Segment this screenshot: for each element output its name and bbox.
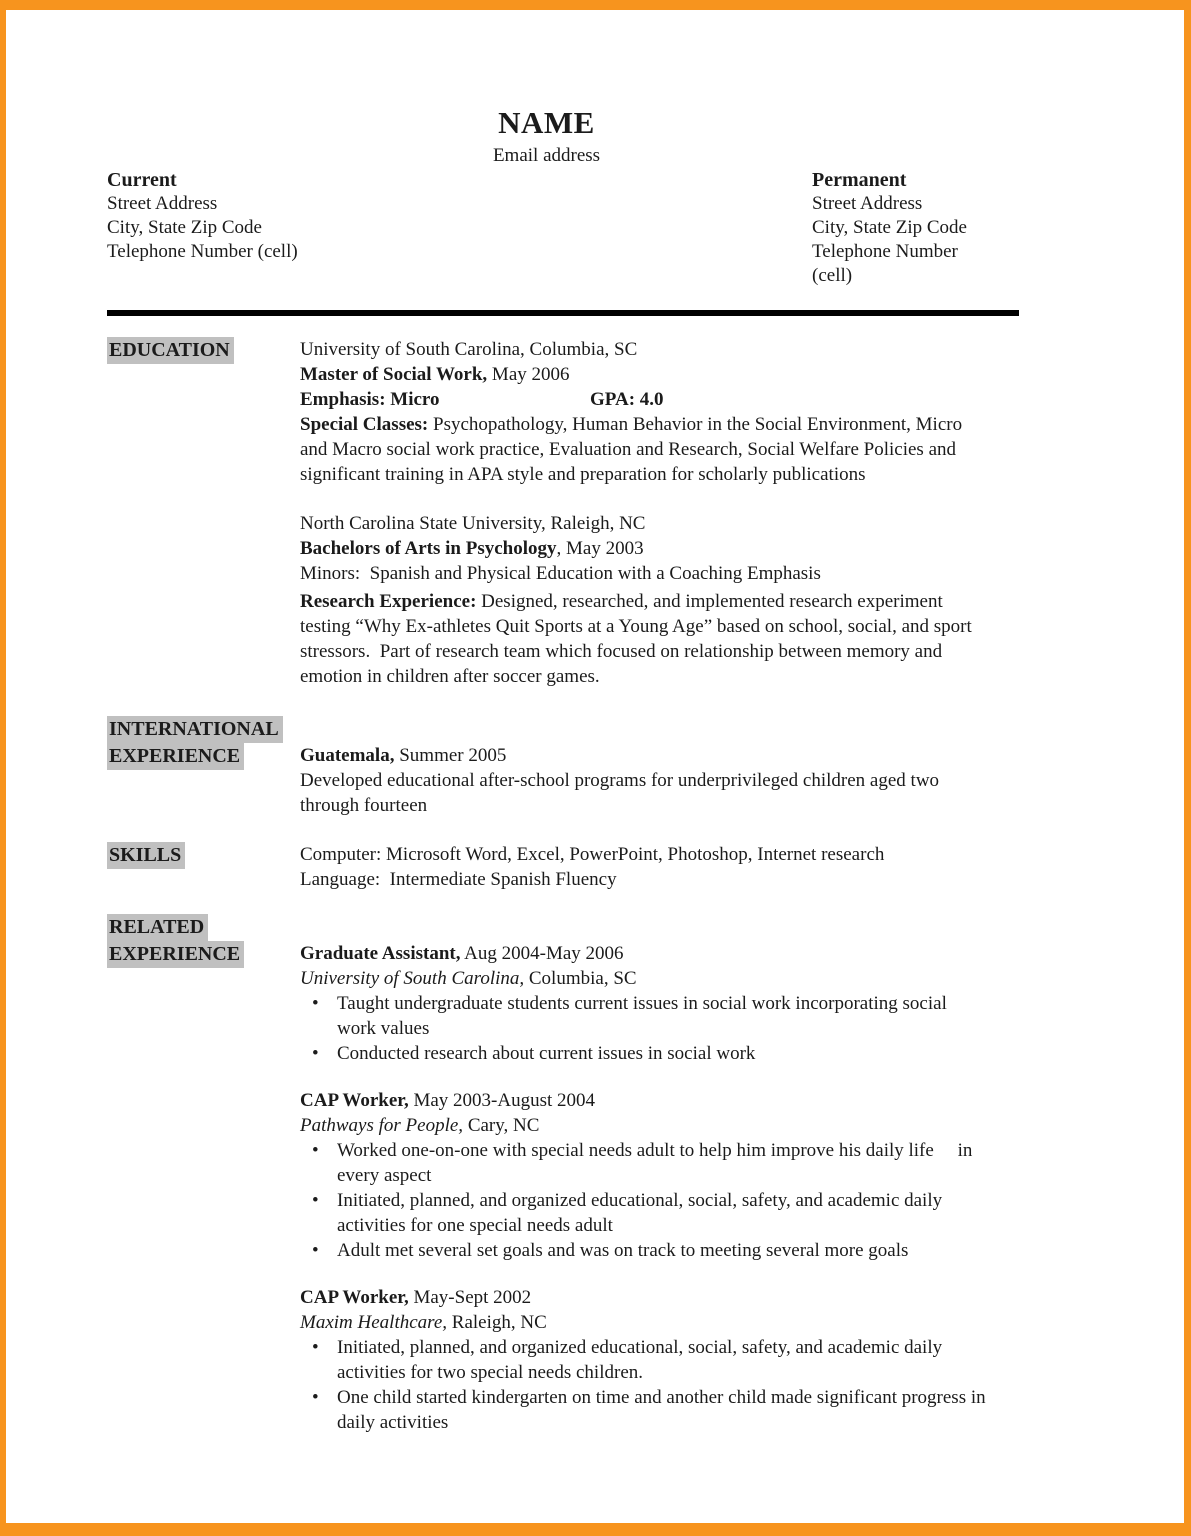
job-org-location: Columbia, SC (524, 968, 637, 989)
job-bullet-list (300, 991, 986, 1066)
bullet-item (300, 1188, 986, 1238)
related-body (300, 941, 986, 1435)
bullet-item (300, 1041, 986, 1066)
bullet-text: Worked one-on-one with special needs adult to help him improve his daily life in every aspect (337, 1140, 973, 1186)
bullet-item (300, 1385, 986, 1435)
current-address-block (107, 168, 812, 288)
address-columns (107, 168, 986, 288)
international-section-label-line2: EXPERIENCE (107, 743, 244, 770)
degree-date: , May 2003 (556, 538, 644, 559)
research-experience-label: Research Experience: (300, 591, 477, 612)
degree-title: Master of Social Work, (300, 364, 488, 385)
job-org: University of South Carolina, (300, 968, 525, 989)
bullet-item (300, 1238, 986, 1263)
job-title-line (300, 941, 986, 966)
job-title: CAP Worker, (300, 1090, 409, 1111)
header-divider-rule (107, 310, 1019, 316)
related-label-column (107, 914, 300, 1435)
permanent-phone: Telephone Number (cell) (812, 241, 958, 286)
education-body (300, 337, 986, 689)
school-line: North Carolina State University, Raleigh, NC (300, 513, 646, 534)
emphasis-text: Emphasis: Micro (300, 389, 440, 410)
international-place-line (300, 743, 986, 768)
job-cap-worker-pathways (300, 1088, 986, 1263)
international-description: Developed educational after-school programs for underprivileged children aged two through fourteen (300, 770, 940, 816)
special-classes-label: Special Classes: (300, 414, 429, 435)
education-label-column (107, 337, 300, 689)
degree-line (300, 362, 986, 387)
job-org-location: Raleigh, NC (447, 1312, 547, 1333)
current-phone: Telephone Number (cell) (107, 241, 298, 262)
bullet-text: Adult met several set goals and was on track to meeting several more goals (337, 1240, 909, 1261)
emphasis-gpa-line (300, 387, 986, 412)
bullet-marker: • (312, 1140, 319, 1161)
job-org-line (300, 1310, 986, 1335)
education-entry-ncsu (300, 511, 986, 689)
skills-section-label: SKILLS (107, 842, 185, 869)
degree-title: Bachelors of Arts in Psychology (300, 538, 557, 559)
resume-content (6, 10, 986, 1435)
bullet-item (300, 1335, 986, 1385)
permanent-street: Street Address (812, 193, 923, 214)
international-label-column (107, 716, 300, 818)
international-date: Summer 2005 (394, 745, 507, 766)
permanent-address-block (812, 168, 986, 288)
email-address: Email address (492, 145, 601, 166)
bullet-item (300, 991, 986, 1041)
special-classes-paragraph (300, 412, 986, 487)
related-section-label-line2: EXPERIENCE (107, 941, 244, 968)
bullet-item (300, 1138, 986, 1188)
job-date: May-Sept 2002 (408, 1287, 532, 1308)
job-title: CAP Worker, (300, 1287, 409, 1308)
current-city: City, State Zip Code (107, 217, 262, 238)
bullet-marker: • (312, 1190, 319, 1211)
bullet-marker: • (312, 1337, 319, 1358)
skills-body (300, 842, 986, 892)
permanent-address-title: Permanent (812, 169, 907, 191)
special-classes-text: Psychopathology, Human Behavior in the Social Environment, Micro and Macro social work practice, Evaluation and Research, Social Welfare Policies and significant training in APA style and preparation for scholarly publications (300, 414, 963, 485)
bullet-text: Taught undergraduate students current issues in social work incorporating social work values (337, 993, 947, 1039)
international-place: Guatemala, (300, 745, 395, 766)
section-skills (107, 842, 986, 892)
job-org-location: Cary, NC (463, 1115, 540, 1136)
current-street: Street Address (107, 193, 218, 214)
skills-language-line: Language: Intermediate Spanish Fluency (300, 869, 617, 890)
job-date: May 2003-August 2004 (408, 1090, 596, 1111)
name-heading: NAME (498, 105, 595, 140)
degree-date: May 2006 (487, 364, 570, 385)
job-title-line (300, 1285, 986, 1310)
job-bullet-list (300, 1335, 986, 1435)
section-education (107, 337, 986, 689)
skills-label-column (107, 842, 300, 892)
related-section-label-line1: RELATED (107, 914, 208, 941)
international-body (300, 743, 986, 818)
job-org-line (300, 966, 986, 991)
current-address-title: Current (107, 169, 177, 191)
bullet-marker: • (312, 1043, 319, 1064)
job-org-line (300, 1113, 986, 1138)
education-entry-usc (300, 337, 986, 487)
education-section-label: EDUCATION (107, 337, 234, 364)
minors-line: Minors: Spanish and Physical Education with a Coaching Emphasis (300, 563, 821, 584)
gpa-text: GPA: 4.0 (590, 389, 664, 410)
school-line: University of South Carolina, Columbia, SC (300, 339, 638, 360)
job-title-line (300, 1088, 986, 1113)
bullet-text: Conducted research about current issues in social work (337, 1043, 756, 1064)
job-title: Graduate Assistant, (300, 943, 461, 964)
bullet-text: Initiated, planned, and organized educational, social, safety, and academic daily activities for two special needs children. (337, 1337, 943, 1383)
bullet-marker: • (312, 1240, 319, 1261)
section-related-experience (107, 914, 986, 1435)
bullet-marker: • (312, 993, 319, 1014)
job-graduate-assistant (300, 941, 986, 1066)
international-section-label-line1: INTERNATIONAL (107, 716, 283, 743)
research-experience-paragraph (300, 589, 986, 689)
doc-header (107, 106, 986, 168)
job-org: Maxim Healthcare, (300, 1312, 448, 1333)
research-experience-text: Designed, researched, and implemented research experiment testing “Why Ex-athletes Quit Sports at a Young Age” based on school, social, and sport stressors. Part of research team which focused on relationship between memory and emotion in children after soccer games. (300, 591, 972, 687)
job-cap-worker-maxim (300, 1285, 986, 1435)
bullet-marker: • (312, 1387, 319, 1408)
bullet-text: One child started kindergarten on time and another child made significant progress in daily activities (337, 1387, 986, 1433)
degree-line (300, 536, 986, 561)
job-org: Pathways for People, (300, 1115, 464, 1136)
job-date: Aug 2004-May 2006 (460, 943, 624, 964)
bullet-text: Initiated, planned, and organized educational, social, safety, and academic daily activities for one special needs adult (337, 1190, 943, 1236)
job-bullet-list (300, 1138, 986, 1263)
section-international-experience (107, 716, 986, 818)
permanent-city: City, State Zip Code (812, 217, 967, 238)
skills-computer-line: Computer: Microsoft Word, Excel, PowerPoint, Photoshop, Internet research (300, 844, 885, 865)
